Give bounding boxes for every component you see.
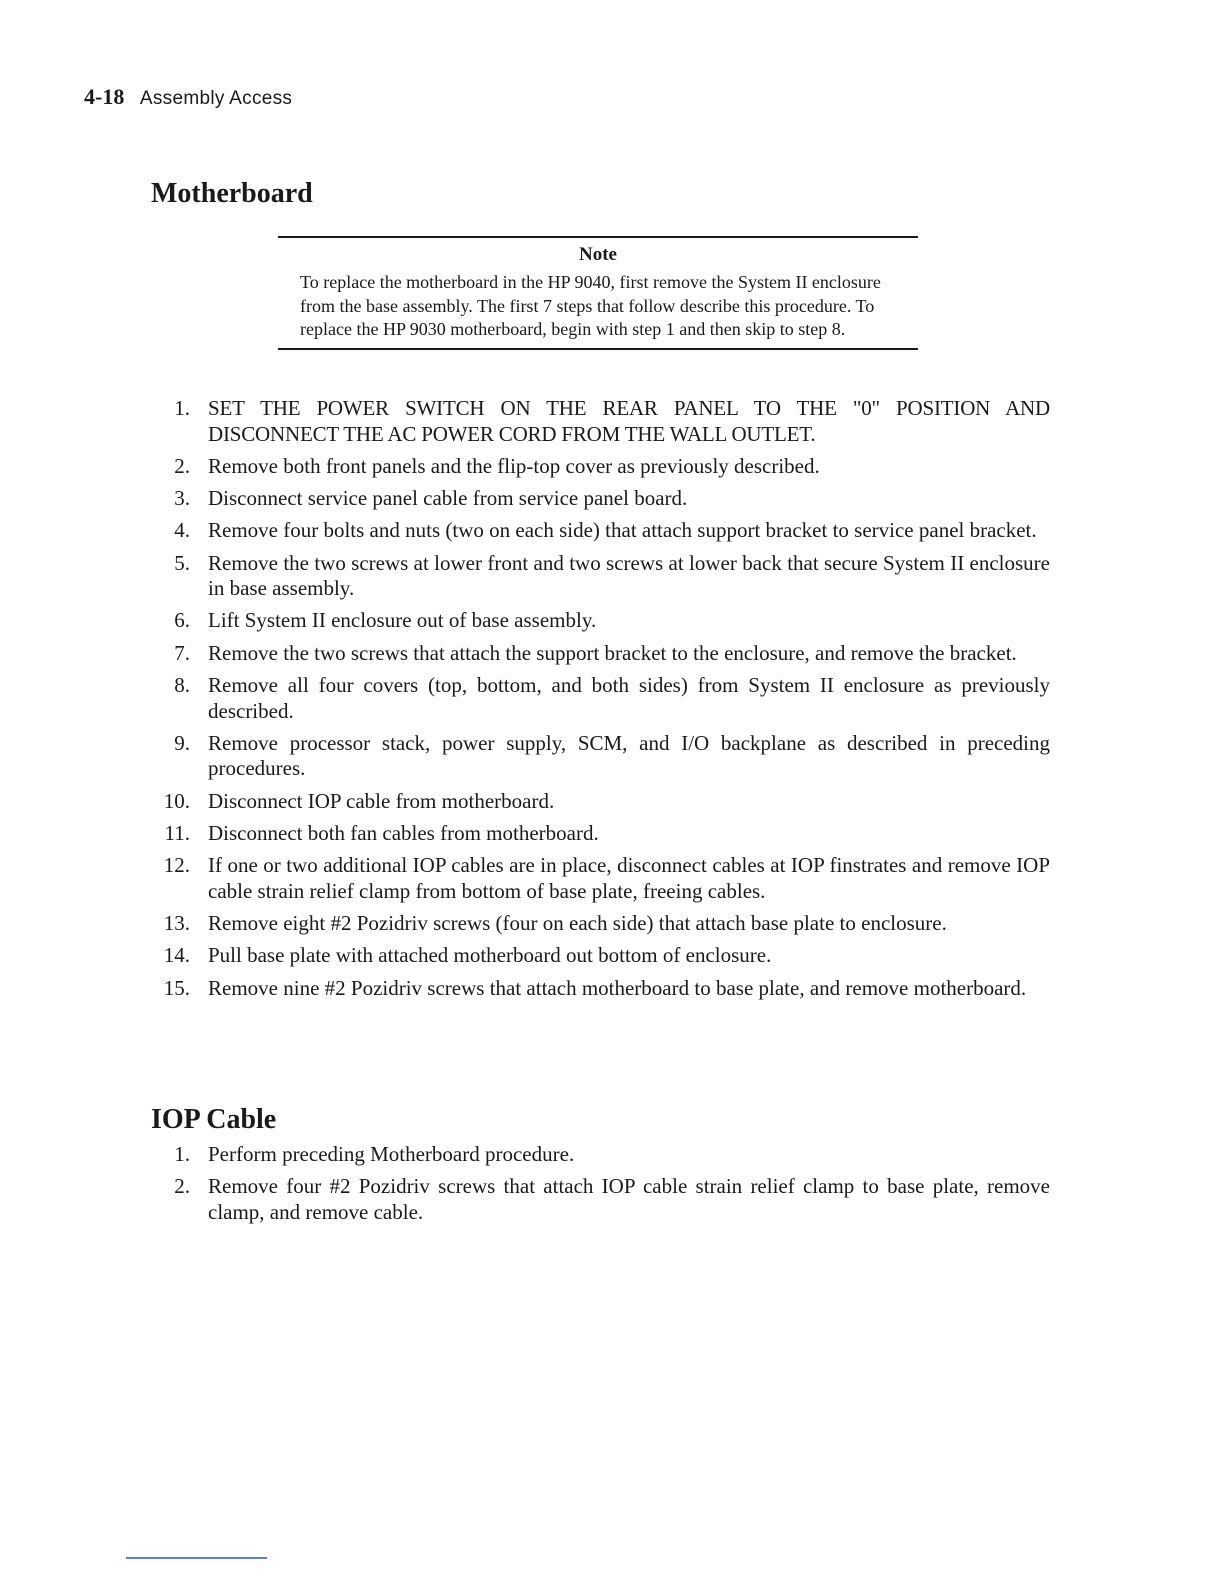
step-item [150,943,1050,969]
step-item [150,1174,1050,1225]
step-number: 1. [174,1142,190,1166]
step-item [150,486,1050,512]
step-text: If one or two additional IOP cables are in place, disconnect cables at IOP finstrates and remove IOP cable strain relief clamp from bottom of base plate, freeing cables. [208,853,1050,903]
step-item [150,976,1050,1002]
step-text: Lift System II enclosure out of base assembly. [208,608,597,633]
step-text: Remove eight #2 Pozidriv screws (four on each side) that attach base plate to enclosure. [208,911,947,936]
step-number: 4. [174,518,190,543]
note-heading: Note [579,244,617,265]
step-text: Remove nine #2 Pozidriv screws that attach motherboard to base plate, and remove motherboard. [208,975,1027,1000]
step-text: Disconnect IOP cable from motherboard. [208,788,555,813]
step-number: 14. [163,943,190,968]
note-box [278,236,918,350]
step-text: Remove four bolts and nuts (two on each side) that attach support bracket to service panel bracket. [208,518,1037,543]
step-text: Disconnect both fan cables from motherboard. [208,820,599,845]
running-title: Assembly Access [139,88,293,109]
step-text: Pull base plate with attached motherboard out bottom of enclosure. [208,943,772,968]
step-item [150,396,1050,447]
step-number: 11. [164,820,190,845]
step-number: 12. [163,853,190,878]
step-item [150,608,1050,634]
step-number: 3. [174,486,190,511]
step-text: Disconnect service panel cable from service panel board. [208,486,688,511]
step-number: 2. [174,453,190,478]
step-item [150,821,1050,847]
running-header [84,84,292,110]
step-item [150,551,1050,602]
step-item [150,1142,1050,1168]
step-text: Remove processor stack, power supply, SCM, and I/O backplane as described in preceding procedures. [208,730,1050,781]
step-number: 9. [174,730,190,755]
motherboard-steps-list [150,396,1050,1008]
step-item [150,454,1050,480]
iop-cable-steps-list [150,1142,1050,1232]
section-title-iop-cable: IOP Cable [151,1104,277,1135]
step-number: 1. [174,396,190,420]
footer-rule [126,1557,267,1559]
step-text: Remove the two screws that attach the support bracket to the enclosure, and remove the bracket. [208,640,1017,665]
section-title-motherboard: Motherboard [151,178,313,209]
note-text: To replace the motherboard in the HP 9040, first remove the System II enclosure from the base assembly. The first 7 steps that follow describe this procedure. To replace the HP 9030 motherboard, begin with step 1 and then skip to step 8. [300,272,881,339]
step-text: Remove the two screws at lower front and two screws at lower back that secure System II enclosure in base assembly. [208,550,1050,601]
step-text: Remove both front panels and the flip-top cover as previously described. [208,453,820,478]
step-item [150,673,1050,724]
step-number: 5. [174,550,190,575]
step-text: Remove four #2 Pozidriv screws that attach IOP cable strain relief clamp to base plate, remove clamp, and remove cable. [208,1174,1050,1224]
step-number: 7. [174,640,190,665]
step-text: SET THE POWER SWITCH ON THE REAR PANEL TO THE "0" POSITION AND DISCONNECT THE AC POWER CORD FROM THE WALL OUTLET. [208,396,1050,446]
step-item [150,731,1050,782]
step-item [150,911,1050,937]
step-number: 10. [163,788,190,813]
step-item [150,641,1050,667]
step-text: Perform preceding Motherboard procedure. [208,1142,575,1166]
step-number: 15. [163,975,190,1000]
step-item [150,518,1050,544]
page-number: 4-18 [84,84,125,109]
step-text: Remove all four covers (top, bottom, and both sides) from System II enclosure as previously described. [208,673,1050,723]
step-number: 8. [174,673,190,698]
step-number: 6. [174,608,190,633]
step-item [150,853,1050,904]
step-number: 2. [174,1174,190,1199]
step-number: 13. [163,911,190,936]
step-item [150,789,1050,815]
